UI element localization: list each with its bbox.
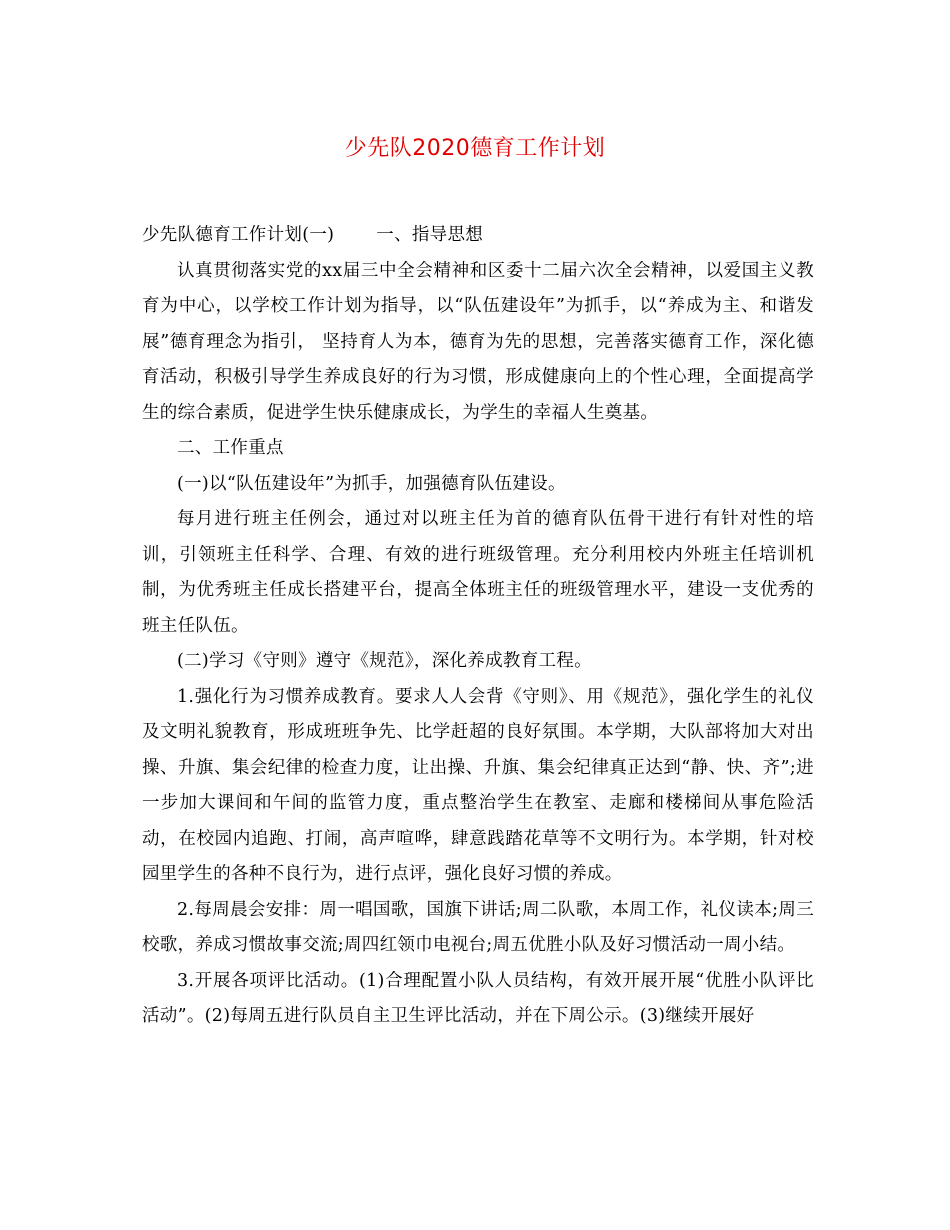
section-header-line: [142, 218, 814, 254]
paragraph-item-1: 1.强化行为习惯养成教育。要求人人会背《守则》、用《规范》，强化学生的礼仪及文明礼貌教育，形成班班争先、比学赶超的良好氛围。本学期，大队部将加大对出操、升旗、集会纪律的检查力度，让出操、升旗、集会纪律真正达到“静、快、齐”;进一步加大课间和午间的监管力度，重点整治学生在教室、走廊和楼梯间从事危险活动，在校园内追跑、打闹，高声喧哗，肆意践踏花草等不文明行为。本学期，针对校园里学生的各种不良行为，进行点评，强化良好习惯的养成。: [142, 686, 814, 884]
section-label: 少先队德育工作计划(一): [142, 225, 335, 245]
paragraph-item-3: 3.开展各项评比活动。(1)合理配置小队人员结构，有效开展开展“优胜小队评比活动”。(2)每周五进行队员自主卫生评比活动，并在下周公示。(3)继续开展好: [142, 970, 814, 1026]
heading-guiding-ideology: 一、指导思想: [376, 225, 484, 245]
subheading-habit-education: (二)学习《守则》遵守《规范》，深化养成教育工程。: [177, 651, 592, 671]
document-body: [142, 218, 814, 1035]
subheading-team-building: (一)以“队伍建设年”为抓手，加强德育队伍建设。: [177, 473, 566, 494]
document-title: 少先队2020德育工作计划: [344, 136, 606, 161]
paragraph-guiding-ideology: 认真贯彻落实党的xx届三中全会精神和区委十二届六次全会精神，以爱国主义教育为中心，以学校工作计划为指导，以“队伍建设年”为抓手，以“养成为主、和谐发展”德育理念为指引， 坚持育人为本，德育为先的思想，完善落实德育工作，深化德育活动，积极引导学生养成良好的行为习惯，形成健康向上的个性心理，全面提高学生的综合素质，促进学生快乐健康成长，为学生的幸福人生奠基。: [142, 260, 814, 423]
heading-work-focus: 二、工作重点: [177, 438, 284, 458]
paragraph-item-2: 2.每周晨会安排：周一唱国歌，国旗下讲话;周二队歌，本周工作，礼仪读本;周三校歌，养成习惯故事交流;周四红领巾电视台;周五优胜小队及好习惯活动一周小结。: [142, 899, 814, 955]
paragraph-team-building: 每月进行班主任例会，通过对以班主任为首的德育队伍骨干进行有针对性的培训，引领班主任科学、合理、有效的进行班级管理。充分利用校内外班主任培训机制，为优秀班主任成长搭建平台，提高全体班主任的班级管理水平，建设一支优秀的班主任队伍。: [142, 509, 814, 636]
